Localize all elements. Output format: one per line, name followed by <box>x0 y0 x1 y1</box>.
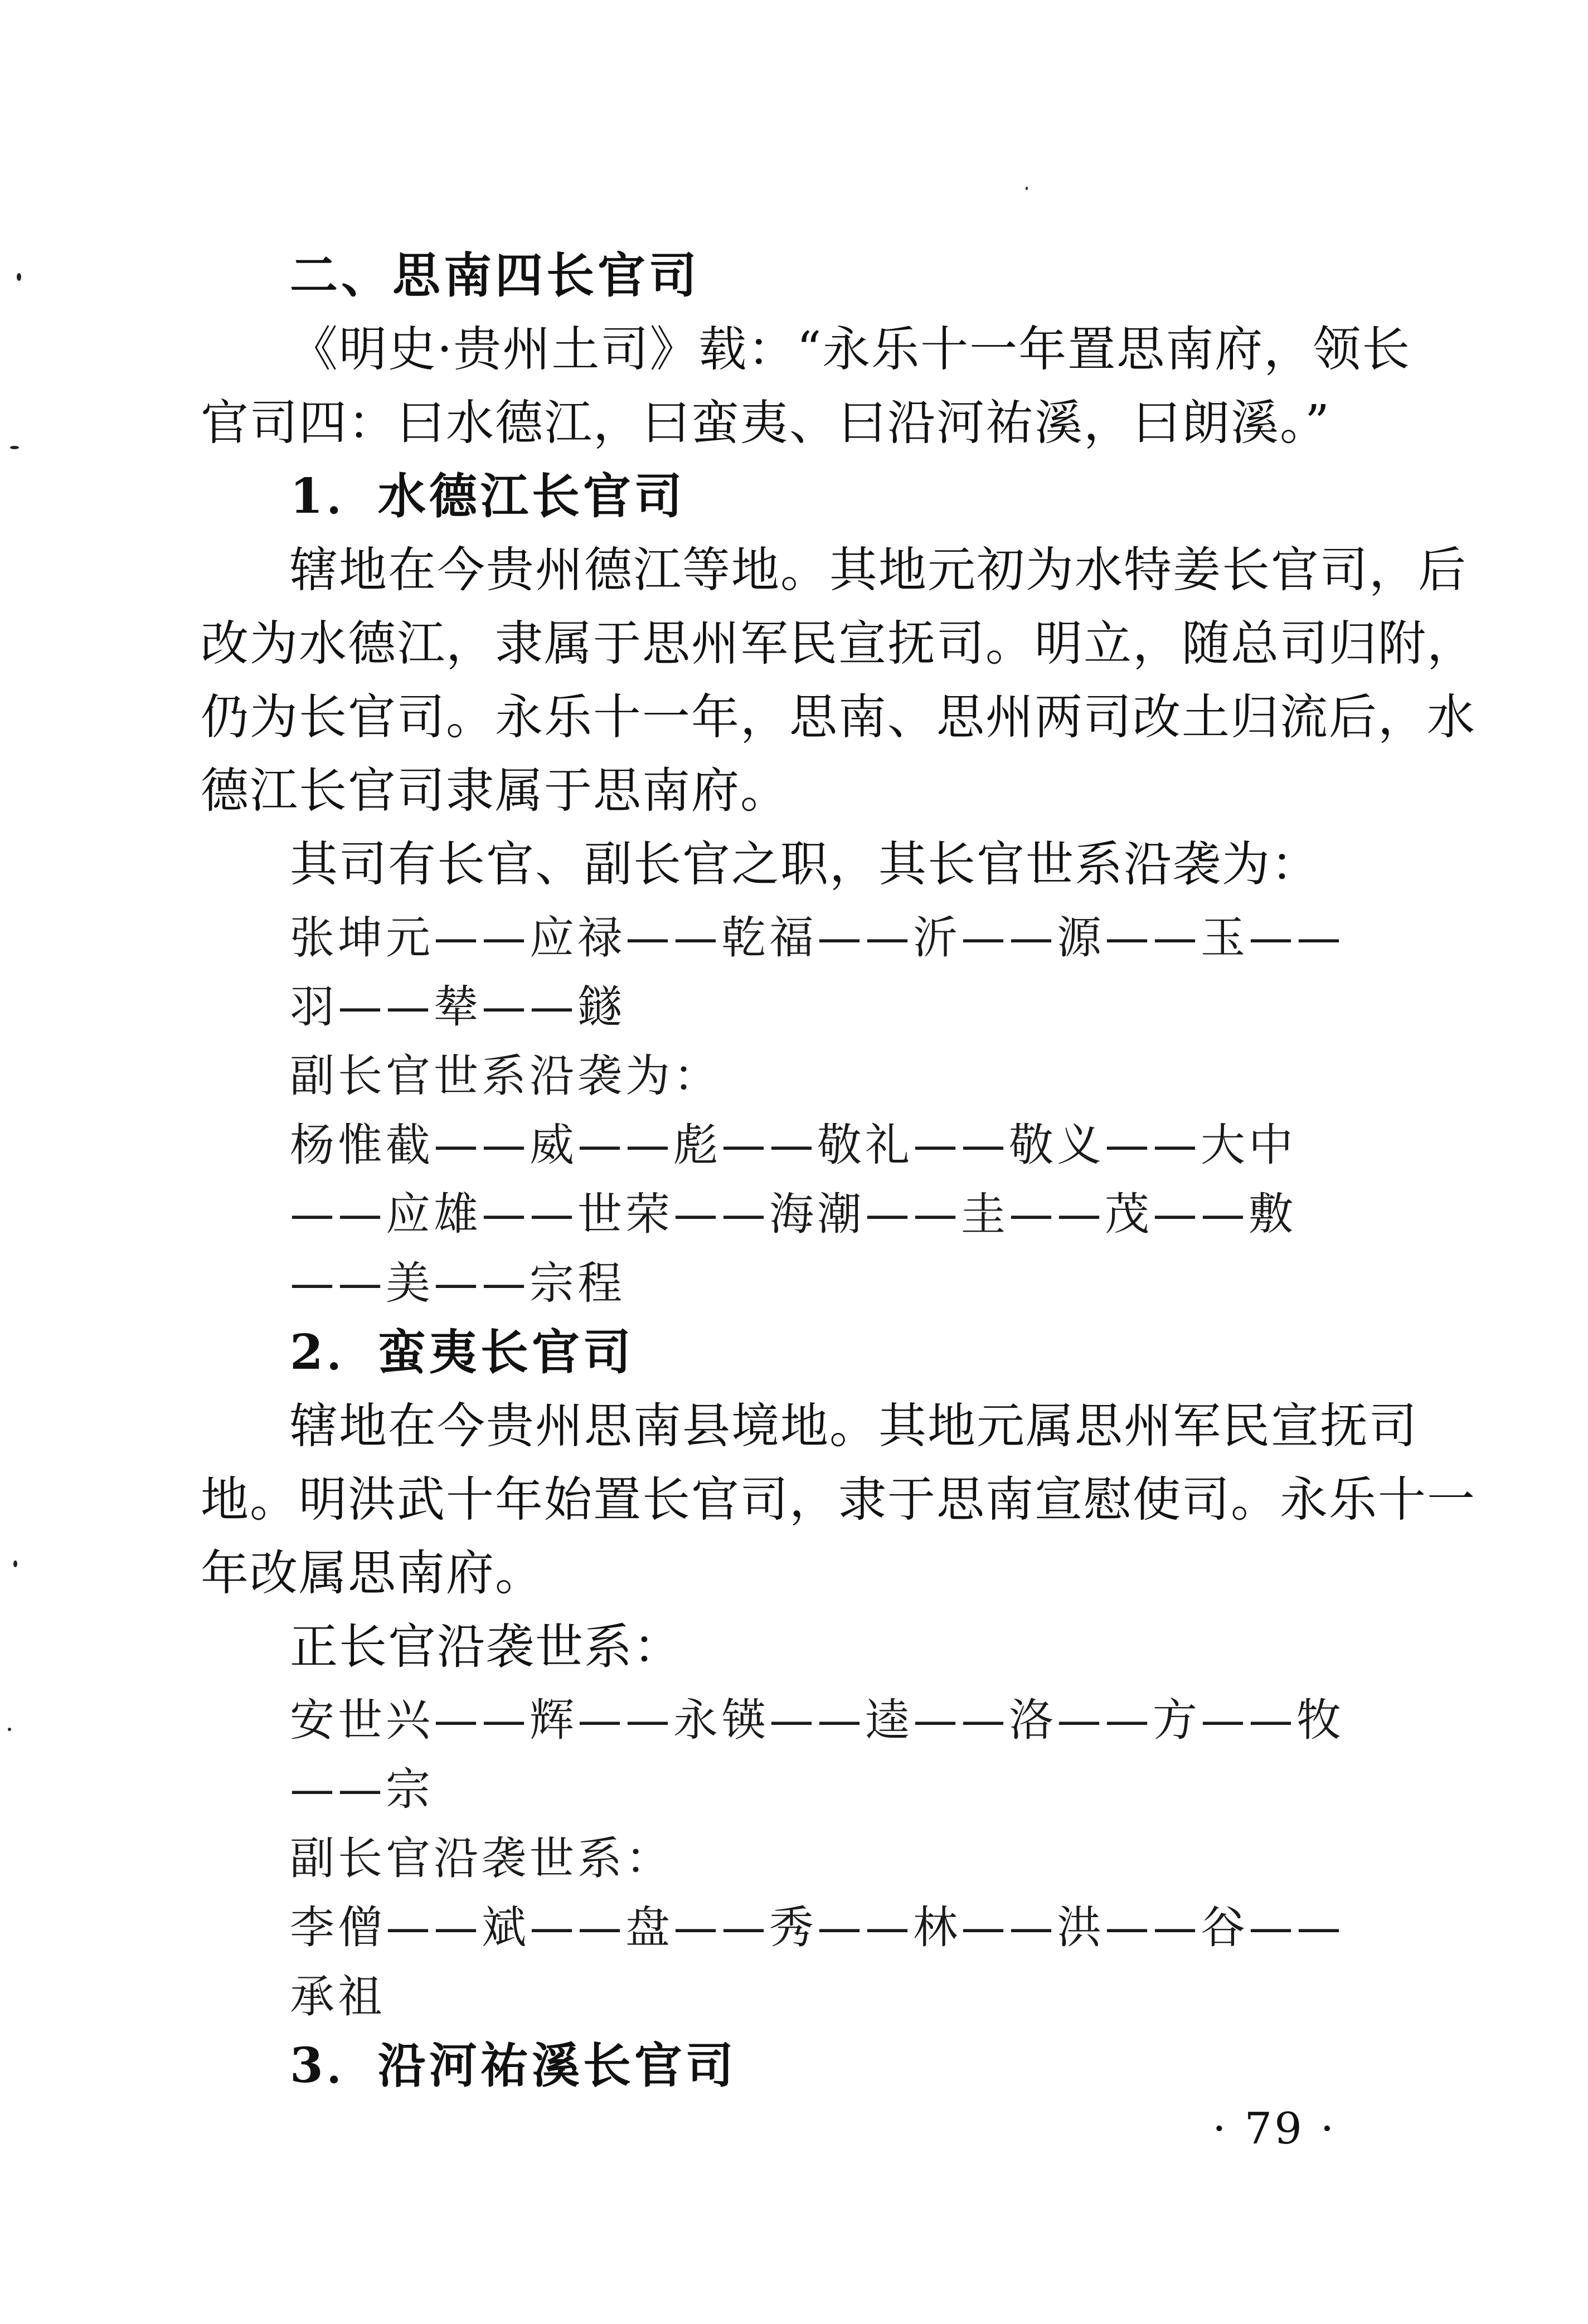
page-number: · 79 · <box>1212 2104 1337 2154</box>
sub2-deputy-lineage-line-1: 李僧——斌——盘——秀——林——洪——谷—— <box>290 1902 1344 1953</box>
section-title: 二、思南四长官司 <box>290 247 700 304</box>
sub2-chief-label: 正长官沿袭世系： <box>290 1619 682 1675</box>
sub1-paragraph-line-1: 辖地在今贵州德江等地。其地元初为水特姜长官司，后 <box>290 542 1467 598</box>
sub1-deputy-lineage-line-1: 杨惟截——威——彪——敬礼——敬义——大中 <box>290 1119 1296 1171</box>
intro-line-2: 官司四：曰水德江，曰蛮夷、曰沿河祐溪，曰朗溪。” <box>201 395 1330 451</box>
sub1-deputy-lineage-line-2: ——应雄——世荣——海潮——圭——茂——敷 <box>290 1188 1296 1240</box>
subsection-title-2: 2．蛮夷长官司 <box>290 1324 634 1380</box>
sub2-paragraph-line-2: 地。明洪武十年始置长官司，隶于思南宣慰使司。永乐十一 <box>201 1472 1476 1528</box>
subsection-title-3: 3．沿河祐溪长官司 <box>290 2038 737 2094</box>
sub1-deputy-lineage-line-3: ——美——宗程 <box>290 1257 625 1309</box>
sub2-chief-lineage-line-2: ——宗 <box>290 1763 434 1815</box>
sub2-deputy-lineage-line-2: 承祖 <box>290 1971 386 2022</box>
sub1-chief-lineage-line-1: 张坤元——应禄——乾福——沂——源——玉—— <box>290 912 1344 964</box>
intro-line-1: 《明史·贵州土司》载：“永乐十一年置思南府，领长 <box>290 322 1411 377</box>
sub1-paragraph-line-3: 仍为长官司。永乐十一年，思南、思州两司改土归流后，水 <box>201 689 1476 745</box>
scan-speck <box>1026 187 1028 190</box>
sub1-paragraph-line-2: 改为水德江，隶属于思州军民宣抚司。明立，随总司归附， <box>201 616 1476 672</box>
scan-speck <box>8 1728 11 1731</box>
scan-speck <box>10 446 19 449</box>
sub2-paragraph-line-1: 辖地在今贵州思南县境地。其地元属思州军民宣抚司 <box>290 1398 1418 1454</box>
sub1-paragraph-line-4: 德江长官司隶属于思南府。 <box>201 763 789 819</box>
sub2-paragraph-line-3: 年改属思南府。 <box>201 1545 544 1601</box>
sub1-chief-lineage-line-2: 羽——辇——鐩 <box>290 981 625 1033</box>
sub2-chief-lineage-line-1: 安世兴——辉——永锳——逵——洛——方——牧 <box>290 1694 1344 1746</box>
subsection-title-1: 1．水德江长官司 <box>290 468 686 524</box>
sub1-office-note: 其司有长官、副长官之职，其长官世系沿袭为： <box>290 837 1320 892</box>
sub2-deputy-label: 副长官沿袭世系： <box>290 1832 673 1884</box>
scan-speck <box>17 273 21 281</box>
scan-speck <box>13 1560 17 1567</box>
sub1-deputy-label: 副长官世系沿袭为： <box>290 1050 721 1102</box>
